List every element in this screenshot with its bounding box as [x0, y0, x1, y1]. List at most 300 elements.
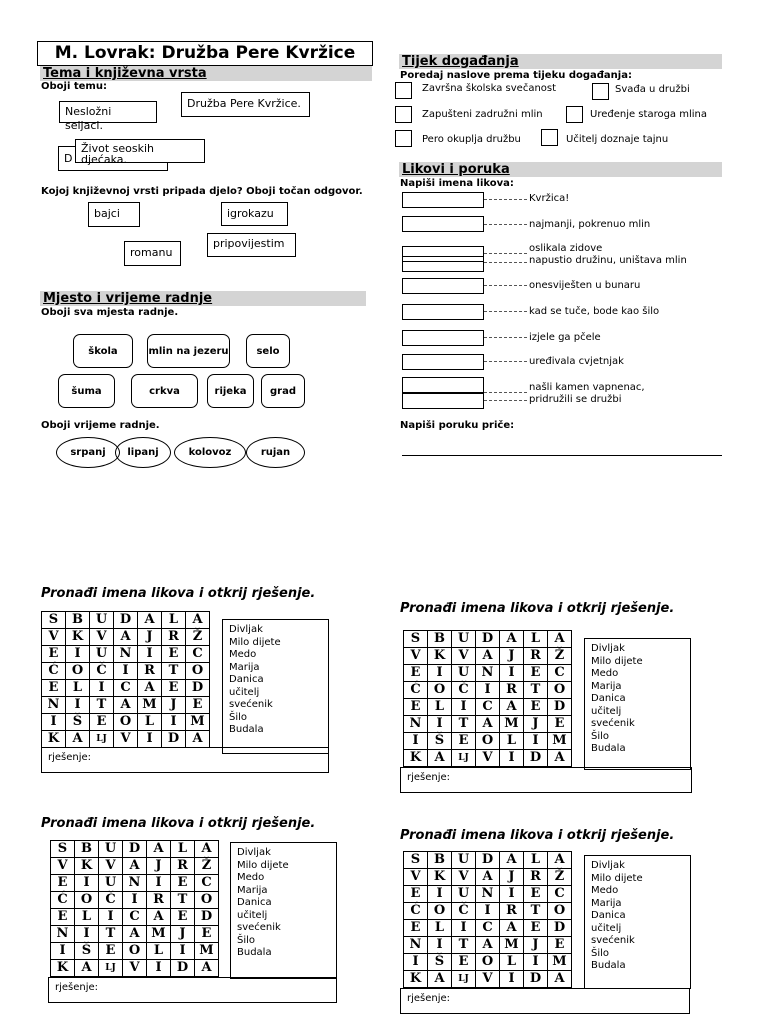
grid-cell[interactable]: I [138, 731, 162, 748]
puzzle-title-1: Pronađi imena likova i otkrij rješenje. [41, 586, 316, 601]
grid-cell[interactable]: D [548, 699, 572, 716]
grid-cell[interactable]: E [524, 920, 548, 937]
grid-cell[interactable]: D [162, 731, 186, 748]
grid-cell[interactable]: LJ [452, 971, 476, 988]
word-list-item: učitelj [229, 686, 260, 698]
grid-cell[interactable]: U [452, 665, 476, 682]
character-name-input-10[interactable] [402, 393, 484, 409]
grid-row [42, 629, 210, 646]
character-hint-8: uređivala cvjetnjak [529, 356, 624, 367]
grid-cell[interactable]: Č [452, 903, 476, 920]
grid-cell[interactable]: A [428, 971, 452, 988]
grid-cell[interactable]: A [476, 716, 500, 733]
grid-cell[interactable]: L [138, 714, 162, 731]
grid-cell[interactable]: O [114, 714, 138, 731]
solution-field-3[interactable]: rješenje: [48, 977, 337, 1003]
grid-cell[interactable]: R [524, 648, 548, 665]
place-crkva[interactable]: crkva [131, 374, 198, 408]
grid-cell[interactable]: A [428, 750, 452, 767]
grid-cell[interactable]: J [147, 858, 171, 875]
grid-cell[interactable]: U [99, 875, 123, 892]
grid-cell[interactable]: M [548, 954, 572, 971]
place-selo[interactable]: selo [246, 334, 290, 368]
grid-cell[interactable]: Ć [404, 682, 428, 699]
grid-cell[interactable]: V [404, 648, 428, 665]
grid-cell[interactable]: U [90, 612, 114, 629]
grid-cell[interactable]: B [75, 841, 99, 858]
grid-cell[interactable]: T [524, 903, 548, 920]
grid-cell[interactable]: M [186, 714, 210, 731]
grid-cell[interactable]: E [404, 665, 428, 682]
grid-cell[interactable]: R [500, 682, 524, 699]
grid-cell[interactable]: L [500, 733, 524, 750]
grid-cell[interactable]: D [114, 612, 138, 629]
grid-cell[interactable]: M [147, 926, 171, 943]
grid-cell[interactable]: K [66, 629, 90, 646]
grid-cell[interactable]: O [66, 663, 90, 680]
event-label-2: Svađa u družbi [615, 84, 690, 95]
grid-cell[interactable]: A [75, 960, 99, 977]
grid-cell[interactable]: I [147, 875, 171, 892]
grid-cell[interactable]: T [171, 892, 195, 909]
word-search-grid-2[interactable] [403, 630, 572, 767]
theme-option-3[interactable]: Život seoskih djećaka. [75, 139, 205, 163]
grid-cell[interactable]: I [452, 920, 476, 937]
connector-line [484, 311, 527, 312]
grid-cell[interactable]: T [162, 663, 186, 680]
grid-cell[interactable]: Ž [186, 629, 210, 646]
grid-cell[interactable]: E [548, 937, 572, 954]
grid-cell[interactable]: N [476, 665, 500, 682]
grid-cell[interactable]: E [42, 646, 66, 663]
grid-cell[interactable]: B [428, 852, 452, 869]
grid-cell[interactable]: U [99, 841, 123, 858]
month-srpanj[interactable]: srpanj [56, 437, 120, 468]
grid-cell[interactable]: E [42, 680, 66, 697]
grid-cell[interactable]: D [171, 960, 195, 977]
grid-cell[interactable]: V [476, 750, 500, 767]
month-lipanj[interactable]: lipanj [115, 437, 171, 468]
grid-cell[interactable]: O [186, 663, 210, 680]
grid-cell[interactable]: D [524, 971, 548, 988]
grid-cell[interactable]: K [428, 648, 452, 665]
word-list-item: učitelj [591, 922, 622, 934]
grid-cell[interactable]: I [42, 714, 66, 731]
grid-cell[interactable]: U [452, 886, 476, 903]
event-checkbox-6[interactable] [541, 129, 558, 146]
grid-cell[interactable]: O [195, 892, 219, 909]
grid-cell[interactable]: A [186, 731, 210, 748]
grid-cell[interactable]: D [524, 750, 548, 767]
theme-option-2[interactable]: Družba Pere Kvržice. [181, 92, 310, 117]
word-list-item: Divljak [229, 624, 263, 635]
character-name-input-8[interactable] [402, 354, 484, 370]
grid-row [51, 943, 219, 960]
grid-cell[interactable]: S [42, 612, 66, 629]
place-rijeka[interactable]: rijeka [207, 374, 254, 408]
grid-cell[interactable]: R [171, 858, 195, 875]
grid-cell[interactable]: L [524, 631, 548, 648]
grid-cell[interactable]: O [123, 943, 147, 960]
grid-cell[interactable]: L [171, 841, 195, 858]
grid-cell[interactable]: Ć [51, 892, 75, 909]
grid-cell[interactable]: E [404, 920, 428, 937]
grid-cell[interactable]: L [524, 852, 548, 869]
character-name-input-5[interactable] [402, 278, 484, 294]
grid-cell[interactable]: R [147, 892, 171, 909]
grid-cell[interactable]: V [99, 858, 123, 875]
place-mlin-na-jezeru[interactable]: mlin na jezeru [147, 334, 230, 368]
grid-cell[interactable]: A [476, 937, 500, 954]
grid-cell[interactable]: A [114, 697, 138, 714]
character-name-input-7[interactable] [402, 330, 484, 346]
grid-cell[interactable]: T [524, 682, 548, 699]
grid-cell[interactable]: O [75, 892, 99, 909]
grid-cell[interactable]: A [548, 852, 572, 869]
grid-cell[interactable]: LJ [452, 750, 476, 767]
grid-cell[interactable]: A [186, 612, 210, 629]
grid-cell[interactable]: I [138, 646, 162, 663]
grid-cell[interactable]: A [123, 926, 147, 943]
event-label-6: Učitelj doznaje tajnu [566, 134, 669, 145]
grid-cell[interactable]: I [114, 663, 138, 680]
grid-cell[interactable]: I [476, 903, 500, 920]
grid-cell[interactable]: M [548, 733, 572, 750]
place-skola[interactable]: škola [73, 334, 133, 368]
word-list-item: Medo [229, 649, 257, 660]
theme-option-4[interactable]: D [58, 146, 168, 171]
grid-cell[interactable]: S [404, 631, 428, 648]
word-list-item: Danica [591, 693, 626, 704]
grid-cell[interactable]: R [500, 903, 524, 920]
genre-option-igrokazu[interactable]: igrokazu [221, 202, 288, 226]
grid-cell[interactable]: N [42, 697, 66, 714]
grid-cell[interactable]: V [42, 629, 66, 646]
grid-cell[interactable]: K [42, 731, 66, 748]
place-grad[interactable]: grad [261, 374, 305, 408]
word-search-grid-4[interactable] [403, 851, 572, 988]
grid-cell[interactable]: N [51, 926, 75, 943]
grid-cell[interactable]: N [404, 937, 428, 954]
theme-option-1[interactable]: Nesložni seljaci. [59, 101, 157, 123]
grid-cell[interactable]: A [548, 631, 572, 648]
character-name-input-9[interactable] [402, 377, 484, 393]
grid-cell[interactable]: D [548, 920, 572, 937]
grid-cell[interactable]: A [476, 648, 500, 665]
grid-cell[interactable]: Š [428, 733, 452, 750]
grid-cell[interactable]: I [500, 886, 524, 903]
solution-field-2[interactable]: rješenje: [400, 767, 692, 793]
grid-cell[interactable]: O [476, 733, 500, 750]
grid-cell[interactable]: J [162, 697, 186, 714]
grid-cell[interactable]: B [428, 631, 452, 648]
grid-cell[interactable]: A [548, 750, 572, 767]
grid-cell[interactable]: A [138, 612, 162, 629]
grid-cell[interactable]: O [428, 682, 452, 699]
word-list-item: učitelj [591, 705, 622, 717]
grid-cell[interactable]: E [452, 954, 476, 971]
grid-cell[interactable]: T [452, 716, 476, 733]
grid-cell[interactable]: A [138, 680, 162, 697]
grid-cell[interactable]: Ž [548, 869, 572, 886]
character-name-input-1[interactable] [402, 192, 484, 208]
grid-cell[interactable]: R [138, 663, 162, 680]
grid-cell[interactable]: U [452, 631, 476, 648]
grid-cell[interactable]: I [75, 875, 99, 892]
grid-cell[interactable]: A [500, 852, 524, 869]
grid-cell[interactable]: E [171, 909, 195, 926]
grid-cell[interactable]: A [66, 731, 90, 748]
grid-cell[interactable]: A [147, 841, 171, 858]
word-list-2 [584, 638, 691, 770]
grid-cell[interactable]: E [452, 733, 476, 750]
grid-cell[interactable]: T [452, 937, 476, 954]
grid-cell[interactable]: Ž [195, 858, 219, 875]
event-checkbox-5[interactable] [395, 130, 412, 147]
event-checkbox-2[interactable] [592, 83, 609, 100]
grid-cell[interactable]: N [404, 716, 428, 733]
grid-cell[interactable]: J [138, 629, 162, 646]
event-checkbox-3[interactable] [395, 106, 412, 123]
grid-cell[interactable]: E [195, 926, 219, 943]
grid-cell[interactable]: K [404, 971, 428, 988]
grid-cell[interactable]: J [524, 716, 548, 733]
grid-cell[interactable]: D [476, 631, 500, 648]
grid-cell[interactable]: D [476, 852, 500, 869]
grid-cell[interactable]: D [123, 841, 147, 858]
grid-cell[interactable]: I [404, 733, 428, 750]
grid-cell[interactable]: T [99, 926, 123, 943]
grid-cell[interactable]: E [162, 646, 186, 663]
grid-cell[interactable]: T [90, 697, 114, 714]
grid-cell[interactable]: Ć [42, 663, 66, 680]
grid-cell[interactable]: C [123, 909, 147, 926]
grid-cell[interactable]: R [524, 869, 548, 886]
solution-field-4[interactable]: rješenje: [400, 988, 690, 1014]
grid-cell[interactable]: A [500, 631, 524, 648]
character-name-input-4[interactable] [402, 256, 484, 272]
grid-cell[interactable]: A [500, 920, 524, 937]
grid-cell[interactable]: I [99, 909, 123, 926]
grid-row [42, 680, 210, 697]
grid-cell[interactable]: A [147, 909, 171, 926]
grid-cell[interactable]: V [123, 960, 147, 977]
grid-cell[interactable]: K [404, 750, 428, 767]
grid-cell[interactable]: E [51, 875, 75, 892]
grid-cell[interactable]: E [90, 714, 114, 731]
character-name-input-2[interactable] [402, 216, 484, 232]
character-hint-9: našli kamen vapnenac, [529, 382, 645, 393]
connector-line [484, 285, 527, 286]
word-list-item: Medo [591, 668, 619, 679]
grid-cell[interactable]: L [428, 920, 452, 937]
grid-cell[interactable]: N [123, 875, 147, 892]
connector-line [484, 199, 527, 200]
grid-row [51, 875, 219, 892]
grid-cell[interactable]: B [66, 612, 90, 629]
word-search-grid-3[interactable] [50, 840, 219, 977]
grid-row [404, 716, 572, 733]
grid-cell[interactable]: C [548, 886, 572, 903]
grid-cell[interactable]: J [500, 869, 524, 886]
grid-cell[interactable]: LJ [90, 731, 114, 748]
grid-cell[interactable]: I [66, 697, 90, 714]
grid-cell[interactable]: Ć [404, 903, 428, 920]
grid-cell[interactable]: E [404, 886, 428, 903]
grid-cell[interactable]: K [428, 869, 452, 886]
grid-cell[interactable]: E [99, 943, 123, 960]
grid-cell[interactable]: L [162, 612, 186, 629]
grid-cell[interactable]: M [500, 716, 524, 733]
grid-cell[interactable]: I [500, 971, 524, 988]
grid-cell[interactable]: E [171, 875, 195, 892]
grid-cell[interactable]: E [162, 680, 186, 697]
grid-cell[interactable]: Č [90, 663, 114, 680]
grid-cell[interactable]: V [452, 648, 476, 665]
genre-option-romanu[interactable]: romanu [124, 241, 181, 266]
grid-cell[interactable]: A [195, 960, 219, 977]
grid-cell[interactable]: I [51, 943, 75, 960]
grid-cell[interactable]: V [404, 869, 428, 886]
grid-cell[interactable]: I [428, 665, 452, 682]
grid-cell[interactable]: I [123, 892, 147, 909]
grid-cell[interactable]: L [75, 909, 99, 926]
genre-option-bajci[interactable]: bajci [88, 202, 140, 227]
grid-cell[interactable]: M [138, 697, 162, 714]
grid-cell[interactable]: A [500, 699, 524, 716]
month-kolovoz[interactable]: kolovoz [174, 437, 246, 468]
grid-cell[interactable]: C [114, 680, 138, 697]
grid-cell[interactable]: M [500, 937, 524, 954]
connector-line [484, 253, 527, 254]
grid-cell[interactable]: V [51, 858, 75, 875]
grid-cell[interactable]: O [548, 682, 572, 699]
grid-cell[interactable]: I [147, 960, 171, 977]
solution-field-1[interactable]: rješenje: [41, 747, 329, 773]
grid-cell[interactable]: K [75, 858, 99, 875]
grid-cell[interactable]: I [524, 954, 548, 971]
grid-cell[interactable]: I [162, 714, 186, 731]
grid-cell[interactable]: N [114, 646, 138, 663]
grid-cell[interactable]: M [195, 943, 219, 960]
grid-cell[interactable]: I [428, 886, 452, 903]
grid-cell[interactable]: I [452, 699, 476, 716]
grid-cell[interactable]: S [51, 841, 75, 858]
grid-cell[interactable]: Č [99, 892, 123, 909]
grid-cell[interactable]: O [548, 903, 572, 920]
grid-cell[interactable]: I [524, 733, 548, 750]
grid-cell[interactable]: Š [66, 714, 90, 731]
grid-cell[interactable]: A [548, 971, 572, 988]
grid-cell[interactable]: Ž [548, 648, 572, 665]
character-hint-10: pridružili se družbi [529, 394, 622, 405]
puzzle-title-3: Pronađi imena likova i otkrij rješenje. [41, 816, 316, 831]
grid-cell[interactable]: U [452, 852, 476, 869]
grid-cell[interactable]: R [162, 629, 186, 646]
grid-cell[interactable]: E [524, 699, 548, 716]
grid-row [51, 960, 219, 977]
word-list-item: svećenik [591, 718, 635, 729]
grid-cell[interactable]: J [171, 926, 195, 943]
grid-row [404, 954, 572, 971]
character-name-input-6[interactable] [402, 304, 484, 320]
grid-cell[interactable]: S [404, 852, 428, 869]
grid-cell[interactable]: O [428, 903, 452, 920]
grid-cell[interactable]: J [500, 648, 524, 665]
grid-cell[interactable]: L [428, 699, 452, 716]
month-rujan[interactable]: rujan [246, 437, 305, 468]
grid-cell[interactable]: V [114, 731, 138, 748]
grid-cell[interactable]: A [114, 629, 138, 646]
grid-cell[interactable]: I [476, 682, 500, 699]
grid-cell[interactable]: K [51, 960, 75, 977]
grid-cell[interactable]: C [195, 875, 219, 892]
grid-cell[interactable]: V [452, 869, 476, 886]
grid-cell[interactable]: E [524, 886, 548, 903]
grid-cell[interactable]: C [476, 920, 500, 937]
grid-cell[interactable]: L [500, 954, 524, 971]
grid-cell[interactable]: E [186, 697, 210, 714]
grid-cell[interactable]: LJ [99, 960, 123, 977]
grid-cell[interactable]: Š [75, 943, 99, 960]
grid-cell[interactable]: I [428, 716, 452, 733]
grid-row [404, 920, 572, 937]
grid-cell[interactable]: E [404, 699, 428, 716]
grid-cell[interactable]: D [186, 680, 210, 697]
genre-option-pripovijestim[interactable]: pripovijestim [207, 233, 296, 257]
word-list-item: Budala [591, 743, 626, 754]
grid-cell[interactable]: J [524, 937, 548, 954]
grid-cell[interactable]: C [476, 699, 500, 716]
event-checkbox-4[interactable] [566, 106, 583, 123]
grid-cell[interactable]: I [500, 750, 524, 767]
grid-cell[interactable]: C [548, 665, 572, 682]
connector-line [484, 400, 527, 401]
grid-cell[interactable]: I [75, 926, 99, 943]
message-answer-line[interactable] [402, 455, 722, 456]
grid-cell[interactable]: Š [428, 954, 452, 971]
grid-cell[interactable]: U [90, 646, 114, 663]
grid-row [404, 886, 572, 903]
grid-cell[interactable]: D [195, 909, 219, 926]
event-checkbox-1[interactable] [395, 82, 412, 99]
grid-cell[interactable]: L [147, 943, 171, 960]
word-list-item: Danica [237, 897, 272, 908]
grid-cell[interactable]: E [524, 665, 548, 682]
grid-cell[interactable]: I [500, 665, 524, 682]
grid-cell[interactable]: E [548, 716, 572, 733]
grid-cell[interactable]: N [476, 886, 500, 903]
grid-cell[interactable]: C [186, 646, 210, 663]
grid-cell[interactable]: V [90, 629, 114, 646]
grid-cell[interactable]: A [195, 841, 219, 858]
grid-cell[interactable]: Č [452, 682, 476, 699]
grid-cell[interactable]: L [66, 680, 90, 697]
grid-row [51, 892, 219, 909]
grid-cell[interactable]: O [476, 954, 500, 971]
grid-cell[interactable]: A [123, 858, 147, 875]
grid-cell[interactable]: I [66, 646, 90, 663]
grid-cell[interactable]: I [171, 943, 195, 960]
grid-cell[interactable]: V [476, 971, 500, 988]
grid-cell[interactable]: E [51, 909, 75, 926]
grid-cell[interactable]: I [90, 680, 114, 697]
grid-cell[interactable]: A [476, 869, 500, 886]
grid-cell[interactable]: I [428, 937, 452, 954]
place-suma[interactable]: šuma [58, 374, 115, 408]
grid-cell[interactable]: I [404, 954, 428, 971]
word-search-grid-1[interactable] [41, 611, 210, 748]
